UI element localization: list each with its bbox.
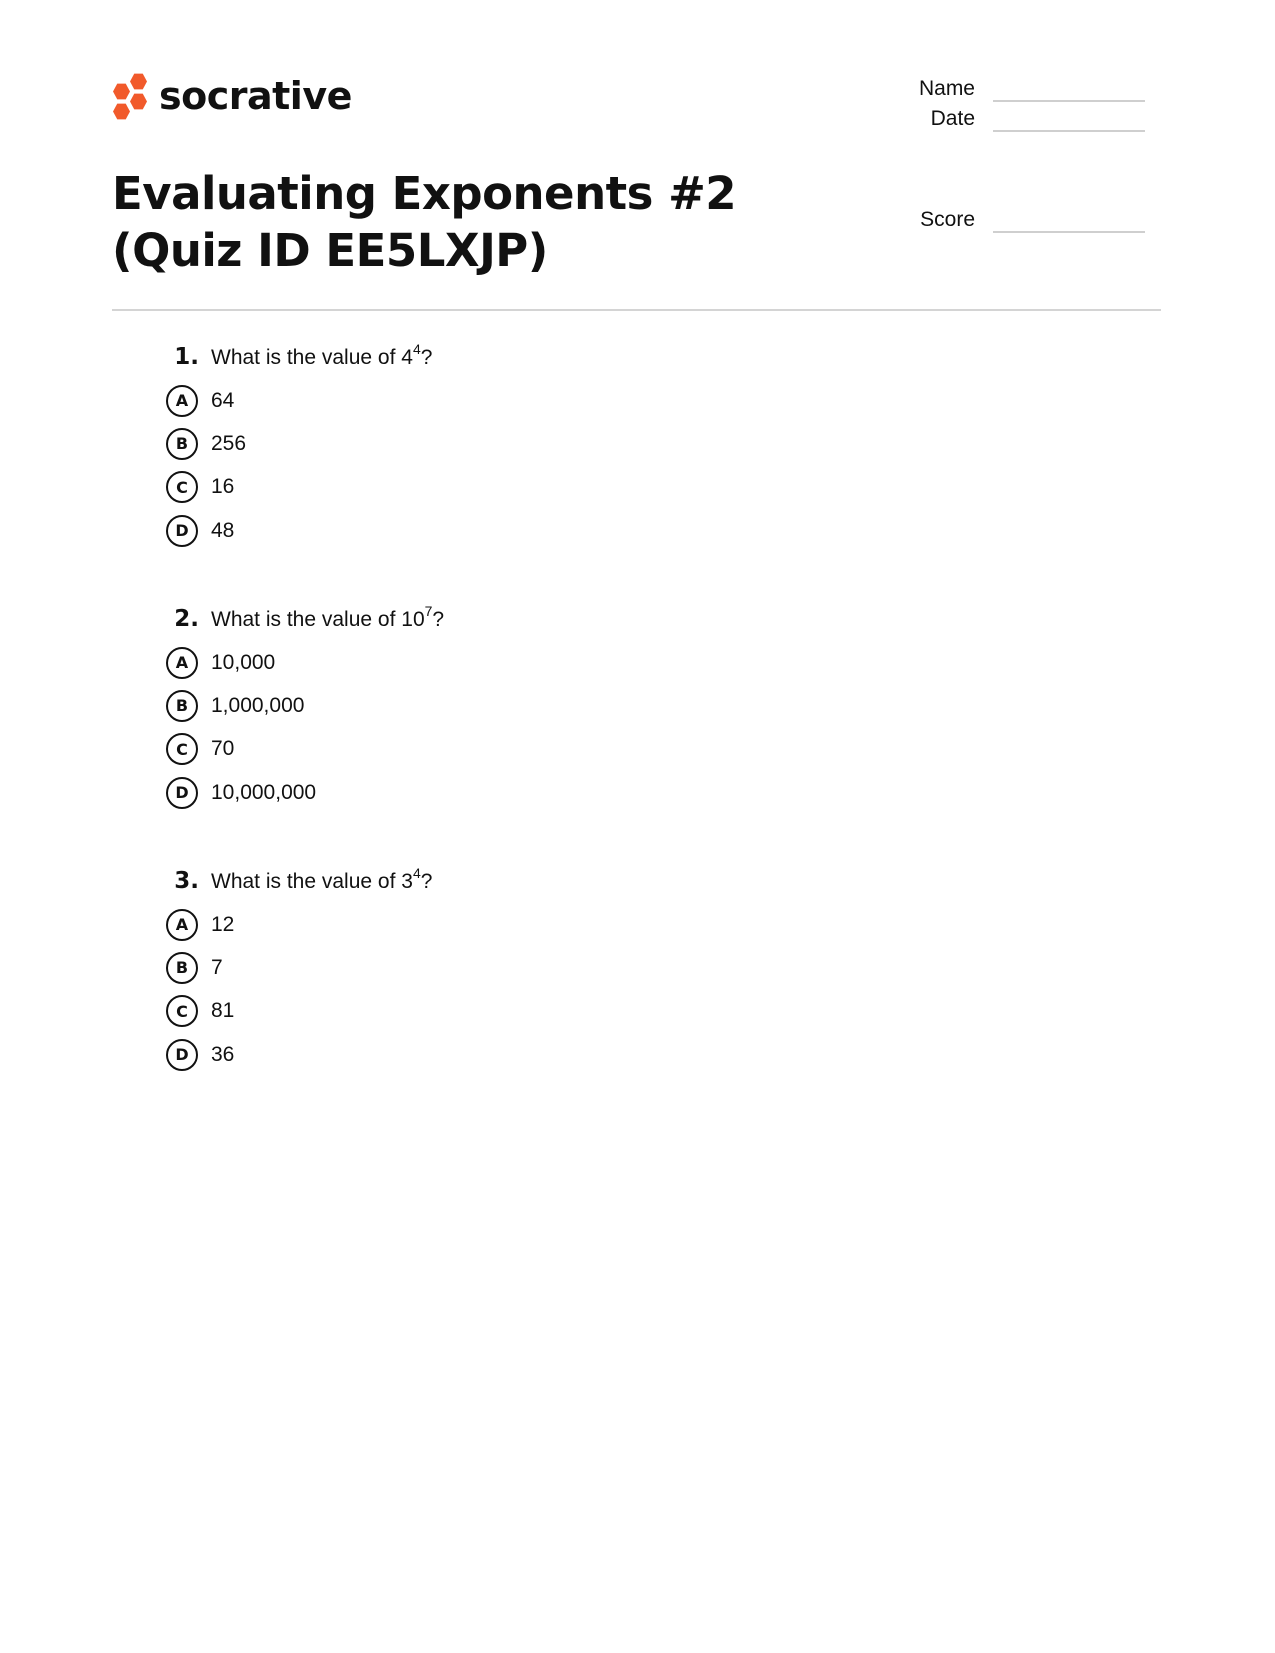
score-input-line[interactable] — [993, 231, 1145, 233]
option-a[interactable] — [165, 641, 444, 684]
page-title: Evaluating Exponents #2 (Quiz ID EE5LXJP) — [112, 167, 737, 277]
question-number: 3. — [174, 868, 199, 894]
question-number: 2. — [174, 606, 199, 632]
question-text: What is the value of $4^4$? — [211, 341, 433, 369]
exponent: 7 — [424, 603, 433, 619]
brand-name: socrative — [159, 74, 352, 118]
question-text: What is the value of $10^7$? — [211, 603, 445, 631]
question-text: What is the value of $3^4$? — [211, 865, 433, 893]
exponent: 4 — [412, 341, 421, 357]
question-2 — [165, 605, 444, 814]
option-text: 12 — [211, 912, 235, 936]
option-bubble[interactable]: C — [166, 471, 198, 503]
option-b[interactable] — [165, 684, 444, 727]
option-bubble[interactable]: A — [166, 385, 198, 417]
option-text: 1,000,000 — [211, 693, 305, 717]
option-c[interactable] — [165, 990, 432, 1033]
option-bubble[interactable]: C — [166, 733, 198, 765]
option-d[interactable] — [165, 771, 444, 814]
option-bubble[interactable]: B — [166, 428, 198, 460]
option-text: 48 — [211, 518, 235, 542]
option-a[interactable] — [165, 903, 432, 946]
option-bubble[interactable]: B — [166, 952, 198, 984]
exponent: 4 — [412, 865, 421, 881]
option-bubble[interactable]: D — [166, 515, 198, 547]
hexagon-cluster-icon — [111, 73, 151, 123]
option-c[interactable] — [165, 728, 444, 771]
option-bubble[interactable]: C — [166, 995, 198, 1027]
option-text: 70 — [211, 737, 235, 761]
option-text: 10,000 — [211, 650, 276, 674]
date-input-line[interactable] — [993, 130, 1145, 132]
option-bubble[interactable]: A — [166, 647, 198, 679]
option-text: 81 — [211, 999, 235, 1023]
question-3 — [165, 867, 432, 1076]
option-a[interactable] — [165, 379, 432, 422]
question-number: 1. — [174, 344, 199, 370]
option-b[interactable] — [165, 422, 432, 465]
option-b[interactable] — [165, 946, 432, 989]
option-text: 10,000,000 — [211, 780, 317, 804]
option-bubble[interactable]: D — [166, 777, 198, 809]
option-bubble[interactable]: A — [166, 909, 198, 941]
option-text: 256 — [211, 431, 247, 455]
header-divider — [112, 309, 1161, 311]
option-bubble[interactable]: D — [166, 1039, 198, 1071]
question-header — [165, 343, 432, 379]
question-1 — [165, 343, 432, 552]
score-label: Score — [920, 208, 975, 231]
question-header — [165, 605, 444, 641]
name-label: Name — [918, 77, 975, 100]
date-field[interactable] — [865, 108, 1145, 129]
date-label: Date — [930, 107, 975, 130]
option-d[interactable] — [165, 1033, 432, 1076]
option-c[interactable] — [165, 466, 432, 509]
question-header — [165, 867, 432, 903]
socrative-logo — [111, 72, 352, 124]
score-field[interactable] — [865, 209, 1145, 230]
option-text: 36 — [211, 1042, 235, 1066]
option-d[interactable] — [165, 509, 432, 552]
option-text: 64 — [211, 388, 235, 412]
option-text: 7 — [211, 955, 223, 979]
name-input-line[interactable] — [993, 100, 1145, 102]
option-bubble[interactable]: B — [166, 690, 198, 722]
option-text: 16 — [211, 475, 235, 499]
name-field[interactable] — [865, 78, 1145, 99]
